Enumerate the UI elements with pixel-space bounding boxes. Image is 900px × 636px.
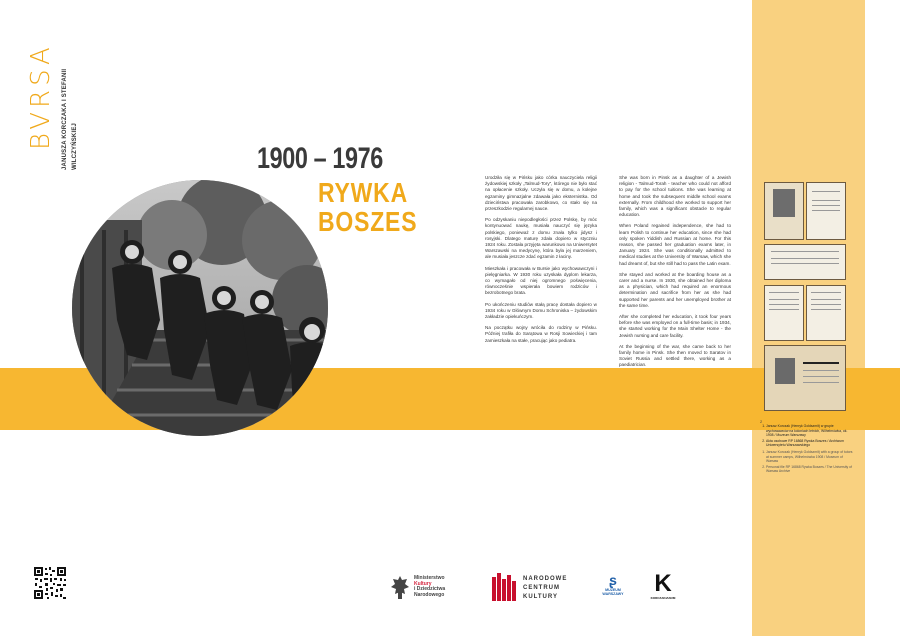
nck-line: CENTRUM — [523, 585, 560, 591]
korczakianum-name: KORCZAKIANUM — [650, 596, 676, 600]
name-line-2: BOSZES — [318, 206, 418, 237]
nck-name — [523, 575, 567, 602]
korczakianum-k-icon: K — [654, 570, 672, 597]
nck-mark-icon — [492, 573, 518, 601]
qr-code-icon — [33, 566, 67, 600]
museum-mark-icon: ʂ — [609, 572, 617, 588]
name-line-1: RYWKA — [318, 177, 408, 208]
polish-text-column — [485, 175, 597, 349]
korczakianum-logo — [648, 572, 678, 606]
english-captions — [760, 450, 855, 473]
ministry-line: Narodowego — [414, 591, 445, 598]
english-text-column — [619, 175, 731, 374]
ministry-logo — [390, 574, 470, 604]
polish-paragraph: Po odzyskaniu niepodległości przez Polskę, by móc kontynuować naukę, musiała nauczyć się języka polskiego, ponieważ z domu znała tylko jidysz i rosyjski. Dlatego maturę zdała dopiero w styczniu 1924 roku. Została przyjęta warunkowo na Uniwersytet Warszawski na medycynę, która była jej marzeniem, ale musiała jeszcze zdać egzamin z łaciny. — [485, 217, 597, 260]
polish-paragraph: Po ukończeniu studiów stałą pracę dostała dopiero w 1934 roku w Głównym Domu Schroniska – żydowskim zakładzie opiekuńczym. — [485, 301, 597, 320]
ministry-name — [414, 576, 474, 598]
english-paragraph: At the beginning of the war, she came back to her family home in Pinsk. She then moved to Saratov in Soviet Russia and settled there, working as a paediatrician. — [619, 343, 731, 368]
nck-line: NARODOWE — [523, 576, 568, 582]
museum-line: MUZEUM — [605, 588, 621, 592]
polish-captions — [760, 424, 855, 447]
ministry-line: Kultury — [414, 580, 432, 587]
years-heading: 1900 – 1976 — [257, 142, 383, 175]
document-thumbnail — [764, 285, 804, 341]
caption-item: 2. Personal file RP 16868 Rywka Boszes / The University of Warsaw Archive — [766, 465, 855, 474]
polish-paragraph: Mieszkała i pracowała w Bursie jako wychowawczyni i pielęgniarka. W 1930 roku uzyskała dyplom lekarza, co wymagało od niej ogromnego poświęcenia, równocześnie wspierała bowiem rodziców i bezrobotnego brata. — [485, 265, 597, 296]
english-paragraph: She was born in Pinsk as a daughter of a Jewish religion - Talmud-Torah - teacher who could not afford to pay for the school tuitions. She was learning at home and took the subsequent middle school exams externally. From childhood she worked to support her family, which was a significant obstacle to regular education. — [619, 175, 731, 218]
nck-line: KULTURY — [523, 594, 558, 600]
museum-line: WARSZAWY — [602, 592, 624, 597]
document-thumbnail — [764, 182, 804, 240]
english-paragraph: After she completed her education, it took four years before she was employed on a full-time basis; in 1934, she started working for the Main Shelter Home - the Jewish nursing and care facility. — [619, 314, 731, 338]
caption-item: 1. Janusz Korczak (Henryk Goldszmit) w grupie wychowawców na koloniach letnich, Wilhelmówka, ok. 1908 / Muzeum Warszawy — [766, 424, 855, 437]
english-paragraph: She stayed and worked at the boarding house as a carer and a nurse. In 1930, she obtained her diploma as a physician, which had required an enormous determination and sacrifice from her as she had supported her parents and her unemployed brother at the same time. — [619, 271, 731, 308]
polish-paragraph: Urodziła się w Pińsku jako córka nauczyciela religii żydowskiej szkoły „Talmud-Tory”, którego nie było stać na opłacenie szkoły. Uczyła się w domu, a kolejne egzaminy gimnazjalne zdawała jako eksternistka. Od dzieciństwa pracowała zarobkowo, co stało się na przeszkodzie regularnej nauce. — [485, 175, 597, 212]
english-paragraph: When Poland regained independence, she had to learn Polish to continue her education, since she had only spoken Yiddish and Russian at home. For this reason, she passed her graduation exams later, in January 1924. She was conditionally admitted to medical studies at the University of Warsaw, which she had dreamt of, but she still had to pass the Latin exam. — [619, 223, 731, 266]
document-thumbnail — [806, 182, 846, 240]
ministry-line: i Dziedzictwa — [414, 586, 446, 593]
ministry-line: Ministerstwo — [414, 575, 445, 581]
logo-subtitle: JANUSZA KORCZAKA I STEFANII WILCZYŃSKIEJ — [62, 68, 78, 170]
caption-marker: 2 — [760, 419, 763, 424]
bursa-logo: BVRSA — [26, 43, 56, 150]
nck-logo — [492, 573, 572, 605]
document-thumbnail — [764, 345, 846, 411]
photo-illustration — [72, 180, 328, 436]
document-thumbnail — [764, 244, 846, 280]
caption-item: 1. Janusz Korczak (Henryk Goldszmit) with a group of tutors at summer camps, Wilhelmówka 1908 / Museum of Warsaw — [766, 450, 855, 463]
caption-item: 2. Akta osobowe RP 16868 Rywka Boszes / Archiwum Uniwersytetu Warszawskiego — [766, 439, 855, 448]
museum-name — [597, 588, 629, 597]
polish-paragraph: Na początku wojny wróciła do rodziny w Pińsku. Później trafiła do Sarątowa w Rosji Sowieckiej i tam zamieszkała na stałe, pracując jako pediatra. — [485, 325, 597, 343]
group-photo — [72, 180, 328, 436]
eagle-icon — [390, 574, 410, 600]
person-name — [318, 178, 416, 236]
qr-code[interactable] — [33, 566, 67, 600]
captions-block — [760, 420, 855, 476]
museum-logo — [597, 572, 629, 606]
document-thumbnail — [806, 285, 846, 341]
